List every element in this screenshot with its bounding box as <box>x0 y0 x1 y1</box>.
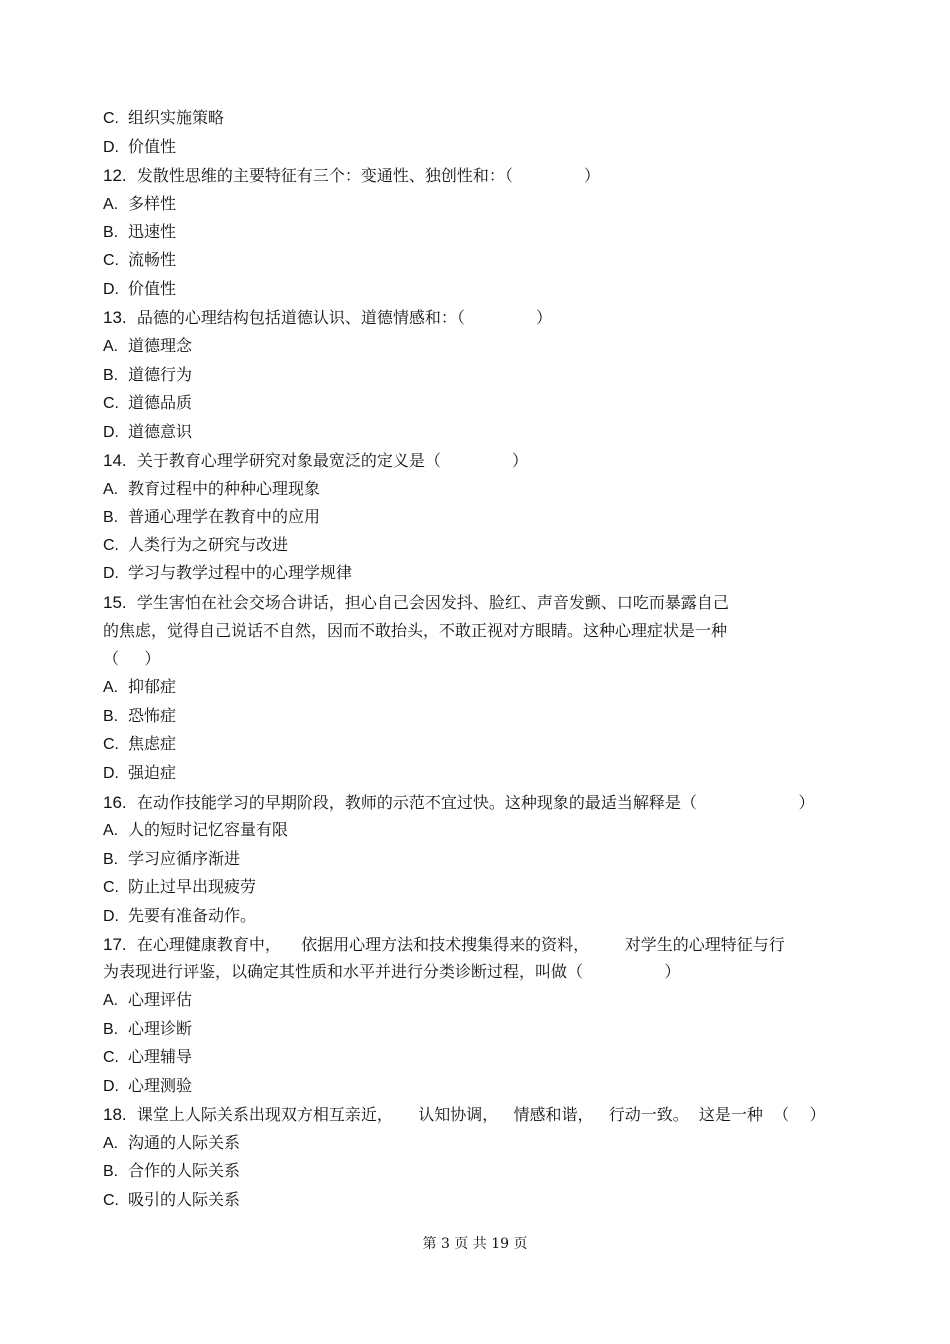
option-text: 焦虑症 <box>128 734 177 753</box>
question-text: 在动作技能学习的早期阶段，教师的示范不宜过快。这种现象的最适当解释是（ ） <box>126 793 815 812</box>
option-text: 组织实施策略 <box>128 108 225 127</box>
option-text: 人类行为之研究与改进 <box>128 535 289 554</box>
option-letter: A. <box>103 822 119 839</box>
option-text: 先要有准备动作。 <box>128 906 257 925</box>
option-text: 普通心理学在教育中的应用 <box>128 507 321 526</box>
question-text: 课堂上人际关系出现双方相互亲近， 认知协调， 情感和谐， 行动一致。 这是一种 （ ） <box>126 1105 826 1124</box>
question-text: 发散性思维的主要特征有三个：变通性、独创性和：（ ） <box>126 166 601 185</box>
option-text: 道德行为 <box>128 365 193 384</box>
option-letter: A. <box>103 679 119 696</box>
option-letter: B. <box>103 708 119 725</box>
answer-option <box>103 194 176 215</box>
option-text: 多样性 <box>128 194 177 213</box>
option-letter: B. <box>103 851 119 868</box>
option-letter: C. <box>103 395 119 412</box>
option-text: 心理辅导 <box>128 1047 193 1066</box>
answer-option <box>103 763 176 784</box>
option-text: 学习应循序渐进 <box>128 849 241 868</box>
option-letter: B. <box>103 1163 119 1180</box>
option-letter: D. <box>103 565 119 582</box>
option-letter: C. <box>103 879 119 896</box>
option-text: 道德意识 <box>128 422 193 441</box>
option-text: 强迫症 <box>128 763 177 782</box>
option-text: 价值性 <box>128 279 177 298</box>
answer-option <box>103 422 192 443</box>
answer-option <box>103 1161 240 1182</box>
answer-option <box>103 990 192 1011</box>
option-letter: A. <box>103 1135 119 1152</box>
answer-option <box>103 734 176 755</box>
option-text: 恐怖症 <box>128 706 177 725</box>
question-number: 18. <box>103 1105 127 1124</box>
option-text: 心理测验 <box>128 1076 193 1095</box>
option-letter: D. <box>103 281 119 298</box>
option-text: 学习与教学过程中的心理学规律 <box>128 563 353 582</box>
option-text: 防止过早出现疲劳 <box>128 877 257 896</box>
answer-option <box>103 222 176 243</box>
question-stem <box>103 1105 825 1125</box>
option-letter: A. <box>103 481 119 498</box>
answer-option <box>103 479 320 500</box>
option-letter: D. <box>103 139 119 156</box>
answer-option <box>103 250 176 271</box>
question-text: 关于教育心理学研究对象最宽泛的定义是（ ） <box>126 451 529 470</box>
answer-option <box>103 336 192 357</box>
answer-option <box>103 849 240 870</box>
answer-option <box>103 279 176 300</box>
option-text: 流畅性 <box>128 250 177 269</box>
question-number: 15. <box>103 593 127 612</box>
option-text: 人的短时记忆容量有限 <box>128 820 289 839</box>
answer-option <box>103 535 288 556</box>
option-text: 合作的人际关系 <box>128 1161 241 1180</box>
option-letter: C. <box>103 1049 119 1066</box>
question-number: 17. <box>103 935 127 954</box>
question-number: 16. <box>103 793 127 812</box>
option-text: 迅速性 <box>128 222 177 241</box>
option-letter: D. <box>103 765 119 782</box>
question-continuation: （ ） <box>103 649 161 668</box>
question-stem <box>103 451 528 471</box>
option-letter: A. <box>103 992 119 1009</box>
option-letter: C. <box>103 537 119 554</box>
option-text: 教育过程中的种种心理现象 <box>128 479 321 498</box>
answer-option <box>103 1190 240 1211</box>
option-letter: B. <box>103 224 119 241</box>
question-stem <box>103 593 729 613</box>
option-letter: A. <box>103 196 119 213</box>
answer-option <box>103 137 176 158</box>
question-text: 品德的心理结构包括道德认识、道德情感和：（ ） <box>126 308 553 327</box>
answer-option <box>103 1019 192 1040</box>
question-number: 13. <box>103 308 127 327</box>
question-stem <box>103 793 815 813</box>
question-continuation: 为表现进行评鉴，以确定其性质和水平并进行分类诊断过程，叫做（ ） <box>103 962 681 981</box>
answer-option <box>103 677 176 698</box>
option-letter: B. <box>103 367 119 384</box>
answer-option <box>103 507 320 528</box>
question-number: 14. <box>103 451 127 470</box>
question-text: 在心理健康教育中， 依据用心理方法和技术搜集得来的资料， 对学生的心理特征与行 <box>126 935 785 954</box>
option-text: 道德理念 <box>128 336 193 355</box>
answer-option <box>103 906 256 927</box>
option-text: 吸引的人际关系 <box>128 1190 241 1209</box>
question-stem <box>103 308 552 328</box>
option-letter: B. <box>103 509 119 526</box>
option-letter: C. <box>103 736 119 753</box>
answer-option <box>103 1047 192 1068</box>
option-letter: D. <box>103 908 119 925</box>
answer-option <box>103 393 192 414</box>
option-letter: A. <box>103 338 119 355</box>
question-number: 12. <box>103 166 127 185</box>
answer-option <box>103 563 352 584</box>
option-letter: C. <box>103 1192 119 1209</box>
question-text: 学生害怕在社会交场合讲话，担心自己会因发抖、脸红、声音发颤、口吃而暴露自己 <box>126 593 729 612</box>
answer-option <box>103 706 176 727</box>
option-text: 价值性 <box>128 137 177 156</box>
option-text: 心理诊断 <box>128 1019 193 1038</box>
option-text: 沟通的人际关系 <box>128 1133 241 1152</box>
answer-option <box>103 877 256 898</box>
page-footer: 第 3 页 共 19 页 <box>422 1236 528 1252</box>
option-text: 心理评估 <box>128 990 193 1009</box>
option-letter: B. <box>103 1021 119 1038</box>
question-stem <box>103 935 785 955</box>
answer-option <box>103 1076 192 1097</box>
answer-option <box>103 108 224 129</box>
question-stem <box>103 166 600 186</box>
option-letter: C. <box>103 110 119 127</box>
option-letter: C. <box>103 252 119 269</box>
option-letter: D. <box>103 424 119 441</box>
answer-option <box>103 1133 240 1154</box>
option-text: 抑郁症 <box>128 677 177 696</box>
answer-option <box>103 365 192 386</box>
option-text: 道德品质 <box>128 393 193 412</box>
option-letter: D. <box>103 1078 119 1095</box>
answer-option <box>103 820 288 841</box>
question-continuation: 的焦虑，觉得自己说话不自然，因而不敢抬头，不敢正视对方眼睛。这种心理症状是一种 <box>103 621 728 640</box>
